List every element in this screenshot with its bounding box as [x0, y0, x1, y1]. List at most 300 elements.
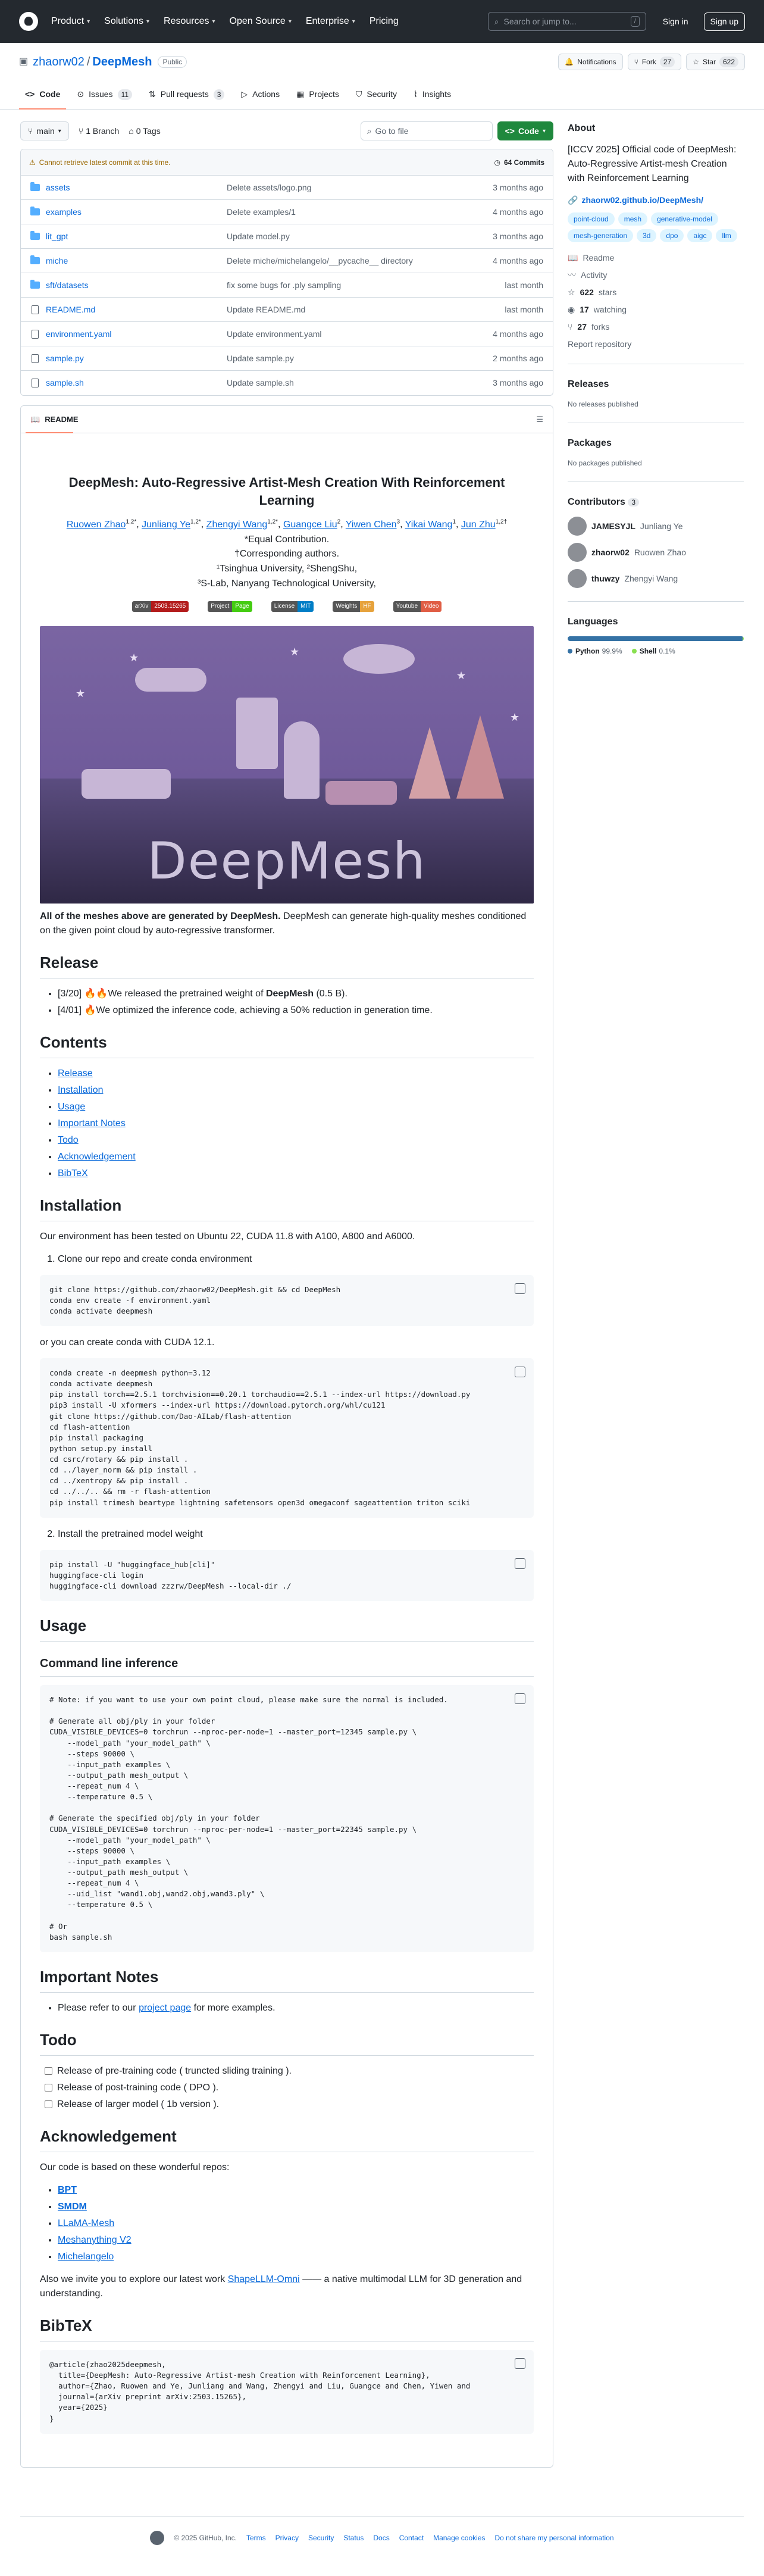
releases-section — [568, 364, 744, 409]
install-step-list — [40, 1527, 534, 1542]
language-item[interactable] — [632, 646, 675, 656]
author — [346, 520, 400, 530]
list-item — [58, 1100, 534, 1114]
badge[interactable] — [132, 601, 189, 612]
todo-text: Release of post-training code ( DPO ). — [57, 2082, 219, 2093]
project-page-link[interactable]: project page — [139, 2002, 192, 2013]
search-input[interactable] — [488, 12, 646, 31]
branch-select[interactable] — [20, 121, 69, 140]
languages-heading: Languages — [568, 617, 618, 627]
github-logo-icon[interactable] — [19, 12, 38, 31]
copy-icon[interactable] — [515, 2358, 525, 2369]
badge-value: 2503.15265 — [151, 601, 189, 612]
file-name-cell — [30, 230, 227, 243]
sign-up-button[interactable]: Sign up — [704, 12, 745, 31]
author — [67, 520, 136, 530]
go-to-file-input[interactable] — [361, 121, 493, 140]
sidebar — [568, 121, 744, 656]
release-text: (0.5 B). — [314, 988, 347, 999]
tags-label: 0 Tags — [136, 126, 161, 136]
also-text: Also we invite you to explore our latest work — [40, 2274, 228, 2284]
ack-list — [40, 2183, 534, 2264]
teaser-image — [40, 626, 534, 904]
commit-message-link[interactable]: Update sample.py — [227, 353, 294, 363]
author — [283, 520, 340, 530]
nav-resources[interactable] — [164, 14, 215, 29]
repo-meta — [568, 252, 744, 351]
file-name-link[interactable]: environment.yaml — [46, 329, 112, 339]
heading-release: Release — [40, 951, 534, 978]
stars-link[interactable] — [568, 286, 744, 299]
tab-actions[interactable] — [235, 88, 286, 109]
contents-link[interactable]: Todo — [58, 1134, 79, 1145]
chevron-down-icon: ▾ — [58, 127, 61, 135]
author — [461, 520, 507, 530]
notifications-label: Notifications — [577, 58, 616, 66]
main-column — [20, 121, 553, 2468]
contributor[interactable] — [568, 543, 744, 562]
chevron-down-icon: ▾ — [87, 18, 90, 25]
nav-pricing[interactable] — [370, 14, 399, 29]
todo-item — [45, 2097, 534, 2112]
nav-label: Product — [51, 16, 84, 26]
shapellm-link[interactable]: ShapeLLM-Omni — [227, 2274, 300, 2284]
shield-icon: ⛉ — [355, 89, 362, 99]
release-list — [40, 987, 534, 1018]
contributor[interactable] — [568, 517, 744, 536]
footer-link[interactable]: Docs — [373, 2534, 390, 2542]
file-row[interactable] — [21, 346, 553, 371]
tab-label: Code — [39, 89, 61, 99]
file-name-cell — [30, 377, 227, 389]
pulse-icon: 〰 — [568, 270, 576, 280]
language-bar-segment — [743, 636, 744, 641]
notes-list — [40, 2001, 534, 2015]
notifications-button[interactable] — [558, 54, 622, 70]
author-link[interactable]: Yikai Wang — [405, 519, 453, 530]
author-link[interactable]: Ruowen Zhao — [66, 519, 126, 530]
affiliation-line: ¹Tsinghua University, ²ShengShu, — [216, 564, 358, 574]
tab-underline — [26, 432, 73, 433]
language-name: Shell — [639, 647, 657, 655]
file-row[interactable] — [21, 200, 553, 224]
outline-icon[interactable]: ☰ — [536, 414, 543, 424]
commit-age: 4 months ago — [493, 255, 543, 265]
copy-icon[interactable] — [515, 1693, 525, 1704]
install-step: 2. Install the pretrained model weight — [58, 1527, 534, 1542]
activity-link[interactable] — [568, 269, 744, 282]
sign-in-link[interactable]: Sign in — [662, 16, 688, 26]
caption-bold: All of the meshes above are generated by DeepMesh. — [40, 911, 281, 921]
badge-key: Project — [208, 601, 232, 612]
readme-panel — [20, 405, 553, 2468]
tab-code[interactable] — [19, 88, 66, 109]
readme-body — [21, 433, 553, 2467]
watch-count: 17 — [580, 305, 589, 314]
nav-product[interactable] — [51, 14, 90, 29]
releases-heading[interactable]: Releases — [568, 379, 609, 389]
author-affiliation: 1,2† — [495, 518, 508, 526]
star-count: 622 — [719, 57, 738, 67]
homepage-link[interactable]: zhaorw02.github.io/DeepMesh/ — [581, 195, 704, 205]
readme-header — [21, 406, 553, 433]
tab-insights[interactable] — [408, 88, 457, 109]
file-row[interactable] — [21, 273, 553, 298]
notes-text: for more examples. — [191, 2002, 275, 2013]
badge[interactable] — [208, 601, 252, 612]
list-item — [58, 2183, 534, 2197]
footer-link[interactable]: Status — [343, 2534, 364, 2542]
ack-link[interactable]: LLaMA-Mesh — [58, 2218, 115, 2228]
search-icon: ⌕ — [367, 126, 372, 136]
readme-link[interactable] — [568, 252, 744, 264]
badge-key: arXiv — [132, 601, 152, 612]
star-decoration-icon: ★ — [129, 651, 139, 664]
topic-tag[interactable]: generative-model — [651, 212, 718, 226]
nav-label: Resources — [164, 16, 209, 26]
caption-text: DeepMesh can generate high-quality meshes conditioned on the given point cloud by auto-regressive transformer. — [40, 911, 527, 936]
list-item — [58, 2217, 534, 2231]
author-link[interactable]: Zhengyi Wang — [206, 519, 268, 530]
file-row[interactable] — [21, 249, 553, 273]
releases-text: No releases published — [568, 400, 638, 408]
author-link[interactable]: Junliang Ye — [142, 519, 190, 530]
branch-icon: ⑂ — [28, 126, 33, 136]
tags-link[interactable] — [129, 125, 160, 137]
contents-list — [40, 1067, 534, 1181]
footer-link[interactable]: Do not share my personal information — [494, 2534, 614, 2542]
heading-contents: Contents — [40, 1031, 534, 1058]
checkbox — [45, 2067, 52, 2075]
alert-icon: ⚠ — [29, 158, 36, 167]
forks-link[interactable] — [568, 321, 744, 333]
file-row[interactable] — [21, 224, 553, 249]
branch-name: main — [36, 126, 55, 136]
list-item — [58, 1117, 534, 1131]
topic-tag[interactable]: dpo — [660, 229, 684, 242]
play-icon: ▷ — [241, 89, 248, 99]
file-icon — [32, 305, 39, 314]
commit-message-link[interactable]: Update sample.sh — [227, 378, 294, 387]
commit-message-link[interactable]: Update model.py — [227, 231, 290, 241]
nav-label: Solutions — [104, 16, 143, 26]
contents-link[interactable]: Acknowledgement — [58, 1151, 136, 1162]
table-icon: ▦ — [296, 89, 305, 99]
contents-link[interactable]: Release — [58, 1068, 93, 1078]
author-affiliation: 1,2* — [126, 518, 137, 526]
file-row[interactable] — [21, 176, 553, 200]
report-link[interactable] — [568, 338, 744, 351]
list-item — [58, 1003, 534, 1018]
star-decoration-icon: ★ — [76, 687, 86, 699]
heading-cli: Command line inference — [40, 1655, 534, 1677]
packages-heading[interactable]: Packages — [568, 438, 612, 448]
footer-link[interactable]: Security — [308, 2534, 334, 2542]
nav-label: Open Source — [229, 16, 286, 26]
chevron-down-icon: ▾ — [146, 18, 150, 25]
commit-message-link[interactable]: Update environment.yaml — [227, 329, 322, 339]
file-row[interactable] — [21, 298, 553, 322]
badge[interactable] — [333, 601, 374, 612]
commit-message-link[interactable]: Delete miche/michelangelo/__pycache__ directory — [227, 255, 413, 265]
ack-link[interactable]: Michelangelo — [58, 2251, 114, 2262]
code-text: git clone https://github.com/zhaorw02/DeepMesh.git && cd DeepMesh conda env create -f environment.yaml conda activate deepmesh — [49, 1284, 341, 1315]
file-name-link[interactable]: README.md — [46, 304, 96, 314]
author-link[interactable]: Yiwen Chen — [345, 519, 397, 530]
search-icon: ⌕ — [494, 16, 499, 26]
repo-separator: / — [86, 55, 90, 68]
ufo-mesh — [343, 644, 415, 674]
file-name-link[interactable]: miche — [46, 255, 68, 265]
footer-link[interactable]: Privacy — [275, 2534, 299, 2542]
list-item — [58, 2001, 534, 2015]
tab-pull-requests[interactable] — [143, 88, 230, 109]
contributor-name: Junliang Ye — [640, 521, 683, 531]
about-description: [ICCV 2025] Official code of DeepMesh: Auto-Regressive Artist-mesh Creation with Reinforcement Learning — [568, 145, 737, 183]
commits-link[interactable] — [494, 157, 544, 168]
search-shortcut: / — [631, 16, 640, 27]
warning-text: Cannot retrieve latest commit at this time. — [39, 158, 171, 167]
watching-link[interactable] — [568, 304, 744, 316]
todo-item — [45, 2064, 534, 2078]
list-item — [58, 2200, 534, 2214]
github-logo-icon[interactable] — [150, 2531, 164, 2545]
code-block — [40, 1685, 534, 1952]
file-name-cell — [30, 352, 227, 365]
file-name-cell — [30, 279, 227, 292]
chevron-down-icon: ▾ — [542, 127, 546, 135]
commit-message-link[interactable]: Delete examples/1 — [227, 207, 296, 217]
badge-key: Weights — [333, 601, 360, 612]
hero-wordmark: DeepMesh — [147, 831, 427, 891]
chevron-down-icon: ▾ — [212, 18, 215, 25]
fork-label: Fork — [641, 58, 656, 66]
file-name-link[interactable]: assets — [46, 182, 70, 192]
badge[interactable] — [271, 601, 314, 612]
contributors-count: 3 — [628, 498, 639, 507]
contents-link[interactable]: Installation — [58, 1084, 104, 1095]
commit-message-link[interactable]: fix some bugs for .ply sampling — [227, 280, 342, 290]
star-button[interactable] — [686, 54, 745, 70]
file-name-cell — [30, 328, 227, 340]
copy-icon[interactable] — [515, 1558, 525, 1569]
commit-age: 4 months ago — [493, 329, 543, 339]
heading-usage: Usage — [40, 1614, 534, 1642]
install-intro: Our environment has been tested on Ubuntu 22, CUDA 11.8 with A100, A800 and A6000. — [40, 1231, 415, 1242]
author-link[interactable]: Jun Zhu — [461, 519, 496, 530]
corresponding-note: †Corresponding authors. — [234, 549, 340, 559]
code-icon: <> — [25, 89, 35, 99]
graph-icon: ⌇ — [413, 89, 418, 99]
contributor-login: JAMESYJL — [591, 521, 635, 531]
file-name-link[interactable]: sample.sh — [46, 378, 84, 387]
languages-section — [568, 601, 744, 656]
code-block — [40, 2350, 534, 2434]
footer-link[interactable]: Manage cookies — [433, 2534, 486, 2542]
tab-issues[interactable] — [71, 88, 138, 109]
contents-link[interactable]: Important Notes — [58, 1118, 126, 1128]
file-name-link[interactable]: examples — [46, 207, 82, 217]
stars-count: 622 — [580, 287, 594, 297]
commit-age: last month — [505, 280, 543, 290]
forks-label: forks — [591, 322, 610, 332]
tab-label: Projects — [309, 89, 339, 99]
todo-item — [45, 2081, 534, 2095]
tree-mesh — [409, 727, 450, 799]
contributors-heading[interactable] — [568, 495, 744, 509]
list-item — [58, 2250, 534, 2264]
footer-link[interactable]: Contact — [399, 2534, 424, 2542]
branch-icon: ⑂ — [78, 126, 84, 136]
packages-section — [568, 423, 744, 468]
code-button[interactable] — [497, 121, 553, 140]
contributors-section — [568, 482, 744, 588]
file-name-link[interactable]: sample.py — [46, 353, 84, 363]
footer — [0, 2531, 764, 2545]
repo-header — [0, 43, 764, 81]
tab-projects[interactable] — [290, 88, 345, 109]
tab-label: Pull requests — [160, 89, 209, 99]
also-note — [40, 2272, 534, 2301]
author-link[interactable]: Guangce Liu — [283, 519, 337, 530]
language-item[interactable] — [568, 646, 622, 656]
global-header — [0, 0, 764, 43]
contributor-login: thuwzy — [591, 573, 620, 583]
book-icon: 📖 — [568, 253, 578, 262]
star-icon: ☆ — [693, 58, 699, 66]
code-text: # Note: if you want to use your own point cloud, please make sure the normal is included. # Generate all obj/ply in your folder CUDA_VISIBLE_DEVICES=0 torchrun --nproc-per-node=1 --master_port=12345 sample.py \ --model_path "your_model_path" \ --steps 90000 \ --input_path examples \ --output_path mesh_output \ --repeat_num 4 \ --temperature 0.5 \ # Generate the specified obj/ply in your folder CUDA_VISIBLE_DEVICES=0 torchrun --nproc-per-node=1 --master_port=22345 sample.py \ --model_path "your_model_path" \ --steps 90000 \ --input_path examples \ --output_path mesh_output \ --repeat_num 4 \ --uid_list "wand1.obj,wand2.obj,wand3.ply" \ --temperature 0.5 \ # Or bash sample.sh — [49, 1695, 448, 1942]
topic-tag[interactable]: 3d — [637, 229, 656, 242]
author — [405, 520, 456, 530]
copy-icon[interactable] — [515, 1367, 525, 1377]
file-name-link[interactable]: lit_gpt — [46, 231, 68, 241]
author — [206, 520, 278, 530]
fork-icon: ⑂ — [568, 322, 573, 332]
vehicle-mesh — [325, 781, 397, 805]
file-row[interactable] — [21, 322, 553, 346]
branches-label: 1 Branch — [86, 126, 120, 136]
author — [142, 520, 201, 530]
commit-age: 4 months ago — [493, 207, 543, 217]
topic-tag[interactable]: mesh-generation — [568, 229, 633, 242]
topic-tag[interactable]: mesh — [618, 212, 647, 226]
author-affiliation: 3 — [396, 518, 400, 526]
ack-intro: Our code is based on these wonderful repos: — [40, 2162, 230, 2172]
list-item — [58, 1083, 534, 1098]
file-row[interactable] — [21, 371, 553, 395]
nav-open-source[interactable] — [230, 14, 292, 29]
release-text: [3/20] 🔥🔥We released the pretrained weight of — [58, 988, 266, 999]
file-table — [20, 149, 553, 396]
readme-tab[interactable]: README — [45, 414, 79, 424]
commit-message-link[interactable]: Delete assets/logo.png — [227, 182, 312, 192]
nav-label: Pricing — [369, 16, 399, 26]
copy-icon[interactable] — [515, 1283, 525, 1294]
commit-age: 3 months ago — [493, 378, 543, 387]
folder-icon — [30, 257, 40, 264]
avatar — [568, 517, 587, 536]
contributor[interactable] — [568, 569, 744, 588]
topic-tag[interactable]: point-cloud — [568, 212, 615, 226]
language-name: Python — [575, 647, 600, 655]
star-decoration-icon: ★ — [290, 645, 300, 658]
author-affiliation: 1 — [452, 518, 456, 526]
code-text: @article{zhao2025deepmesh, title={DeepMesh: Auto-Regressive Artist-mesh Creation with Reinforcement Learning}, author={Zhao, Ruowen and Ye, Junliang and Wang, Zhengyi and Liu, Guangce and Chen, Yiwen and journal={arXiv preprint arXiv:2503.15265}, year={2025} } — [49, 2359, 471, 2423]
heading-bibtex: BibTeX — [40, 2314, 534, 2341]
commit-message-link[interactable]: Update README.md — [227, 304, 306, 314]
contributors-label: Contributors — [568, 497, 625, 507]
readme-label: Readme — [583, 253, 615, 262]
author-affiliation: 1,2* — [190, 518, 201, 526]
airplane-mesh — [135, 668, 206, 692]
ack-link[interactable]: SMDM — [58, 2201, 87, 2212]
heading-todo: Todo — [40, 2028, 534, 2056]
also-text: —— a native multimodal LLM for 3D generation and understanding. — [40, 2274, 522, 2299]
issue-icon: ⊙ — [77, 89, 84, 99]
file-name-link[interactable]: sft/datasets — [46, 280, 89, 290]
fork-count: 27 — [660, 57, 675, 67]
topic-tag[interactable]: aigc — [687, 229, 712, 242]
footer-link[interactable]: Terms — [246, 2534, 266, 2542]
folder-icon — [30, 233, 40, 240]
notes-text: Please refer to our — [58, 2002, 139, 2013]
book-icon: 📖 — [30, 414, 40, 424]
file-toolbar — [20, 121, 553, 140]
heading-notes: Important Notes — [40, 1965, 534, 1993]
topic-list — [568, 212, 744, 242]
language-dot-icon — [568, 649, 572, 654]
stars-label: stars — [598, 287, 617, 297]
tag-icon: ⌂ — [129, 126, 134, 136]
ack-link[interactable]: BPT — [58, 2184, 77, 2195]
search-placeholder: Search or jump to... — [503, 16, 577, 26]
contributor-login: zhaorw02 — [591, 547, 630, 557]
paper-title: DeepMesh: Auto-Regressive Artist-Mesh Creation With Reinforcement Learning — [68, 475, 505, 508]
repo-name-link[interactable]: DeepMesh — [92, 55, 152, 68]
topic-tag[interactable]: llm — [716, 229, 737, 242]
ack-link[interactable]: Meshanything V2 — [58, 2234, 131, 2245]
folder-icon — [30, 282, 40, 289]
tab-label: Actions — [252, 89, 280, 99]
repo-icon: ▣ — [19, 57, 29, 67]
badge-key: Youtube — [393, 601, 421, 612]
fork-button[interactable] — [628, 54, 682, 70]
nav-enterprise[interactable] — [306, 14, 355, 29]
star-label: Star — [702, 58, 716, 66]
nav-solutions[interactable] — [104, 14, 149, 29]
file-name-cell — [30, 206, 227, 218]
star-decoration-icon: ★ — [456, 669, 466, 681]
commit-age: 3 months ago — [493, 231, 543, 241]
report-label: Report repository — [568, 339, 632, 349]
go-to-file-placeholder: Go to file — [375, 126, 409, 136]
badge[interactable] — [393, 601, 442, 612]
teaser-caption — [40, 909, 534, 938]
tab-label: Insights — [422, 89, 452, 99]
install-step: 1. Clone our repo and create conda environment — [58, 1252, 534, 1267]
tab-security[interactable] — [350, 88, 403, 109]
tab-count: 11 — [118, 89, 132, 100]
heading-acknowledgement: Acknowledgement — [40, 2125, 534, 2152]
contents-link[interactable]: BibTeX — [58, 1168, 88, 1178]
avatar — [568, 543, 587, 562]
contents-link[interactable]: Usage — [58, 1101, 86, 1112]
packages-text: No packages published — [568, 459, 642, 467]
repo-tabs — [0, 81, 764, 110]
code-icon: <> — [505, 126, 515, 136]
repo-owner-link[interactable]: zhaorw02 — [33, 55, 84, 68]
branches-link[interactable] — [79, 125, 119, 137]
